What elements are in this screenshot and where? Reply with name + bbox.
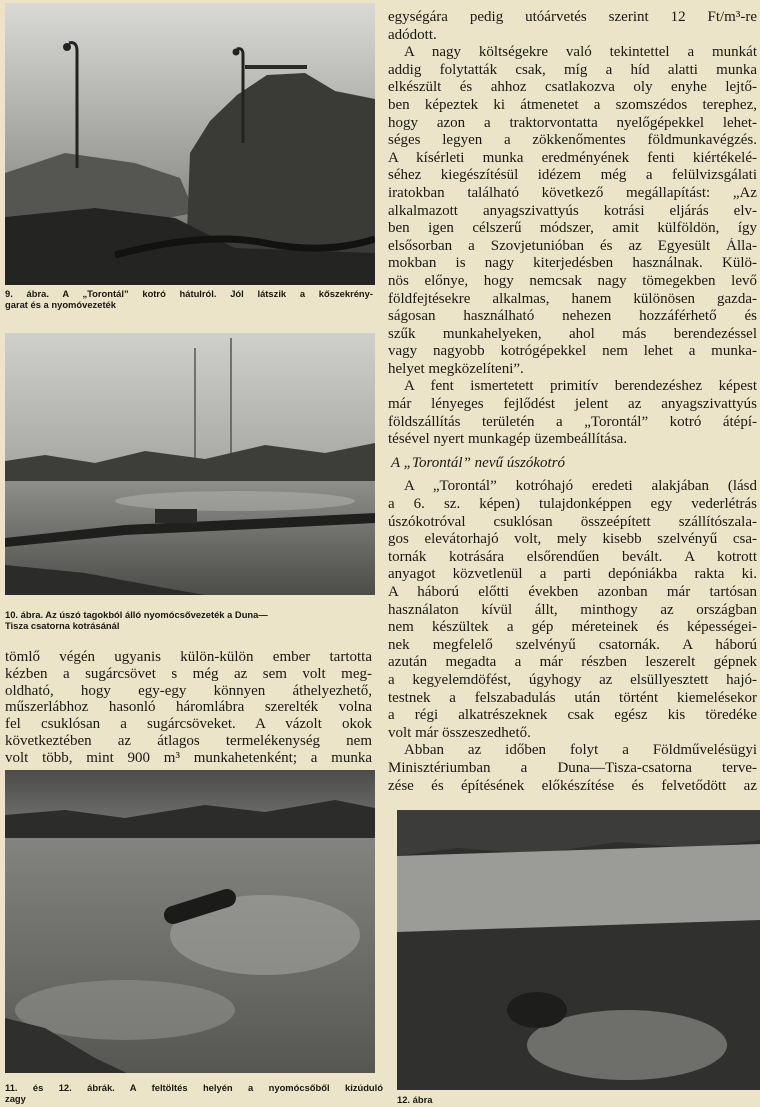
text-line: használaton kívül állt, minthogy az országban xyxy=(388,601,757,618)
section-heading: A „Torontál” nevű úszókotró xyxy=(391,454,566,471)
text-line: alkalmazott anyagszivattyús kotrási eljárás elv- xyxy=(388,202,757,219)
caption-fig-11 xyxy=(5,1083,383,1104)
pipe-mouth xyxy=(507,992,567,1028)
text-line: Minisztériumban a Duna—Tisza-csatorna terve- xyxy=(388,759,757,776)
paragraph xyxy=(388,742,757,795)
text-line: a kegyelemdöfést, úgyhogy az elsüllyesztett hajó- xyxy=(388,671,757,688)
caption-line: garat és a nyomóvezeték xyxy=(5,298,116,310)
caption-line: 9. ábra. A „Torontál” kotró hátulról. Jól látszik a kőszekrény- xyxy=(5,288,373,299)
text-line: a 6. sz. képen) tulajdonképpen egy vederlétrás xyxy=(388,496,757,513)
text-line: földfejtésekre alkalmas, hanem különösen gazda- xyxy=(388,290,757,307)
text-line: séges legyen a zökkenőmentes földmunkavégzés. xyxy=(388,132,757,149)
text-line: úszókotróval csuklósan összeépített szállítószala- xyxy=(388,513,757,530)
text-line: elsősorban a Szovjetunióban és az Egyesült Álla- xyxy=(388,237,757,254)
text-line: tömlő végén ugyanis külön-külön ember tartotta xyxy=(5,649,372,665)
text-line: ben képeztek ki átmenetet a szomszédos terephez, xyxy=(388,96,757,113)
caption-fig-12 xyxy=(397,1095,597,1106)
text-line: volt már összeszedhető. xyxy=(388,724,531,741)
left-column-text xyxy=(5,649,372,767)
text-line: ságosan használható nehezen hozzáférhető és xyxy=(388,308,757,325)
text-line: szűk munkahelyeken, ahol más berendezéssel xyxy=(388,325,757,342)
text-line: nös előnye, hogy nemcsak nagy tömegekben levő xyxy=(388,272,757,289)
text-line: kézben a sugárcsövet s még az sem volt meg- xyxy=(5,665,372,682)
text-line: A „Torontál” kotróhajó eredeti alakjában (lásd xyxy=(404,478,757,495)
text-line: következtében az átlagos termelékenység nem xyxy=(5,732,372,749)
water-band xyxy=(397,844,760,934)
text-line: addig folytatták csak, míg a híd alatti munka xyxy=(388,61,757,78)
text-line: fel csuklósan a sugárcsöveket. A vázolt okok xyxy=(5,716,372,733)
text-line: egységára pedig utóárvetés szerint 12 Ft/m³-re xyxy=(388,9,757,25)
text-line: nem készültek a gép méreteinek és képességei- xyxy=(388,619,757,636)
photo-fig-12 xyxy=(397,810,760,1090)
photo-fig-12-image xyxy=(397,810,760,1090)
text-line: A nagy költségekre való tekintettel a munkát xyxy=(404,44,757,61)
water-reflection xyxy=(115,491,355,511)
text-line: ben igen célszerű módszer, amit külföldön, így xyxy=(388,220,757,237)
text-line: tornák kotrására elsőrendűen bevált. A kotrott xyxy=(388,548,757,565)
caption-fig-10 xyxy=(5,610,373,631)
text-line: hogy azon a traktorvontatta nyelőgépekkel lehet- xyxy=(388,114,757,131)
text-line: földszállítás területén a „Torontál” kotró átépí- xyxy=(388,413,757,430)
caption-line: Tisza csatorna kotrásánál xyxy=(5,619,120,631)
text-line: A háború előtti években azonban már tartósan xyxy=(388,584,757,600)
text-line: iratokban található következő megállapítást: „Az xyxy=(388,184,757,201)
text-line: tésével nyert munkagép üzembeállítása. xyxy=(388,431,628,448)
text-line: zése és építésének előkészítése és felvetődött az xyxy=(388,777,757,794)
photo-fig-10-image xyxy=(5,333,375,595)
lamp-right xyxy=(233,49,240,56)
text-line: adódott. xyxy=(388,26,437,43)
caption-line: 10. ábra. Az úszó tagokból álló nyomócsővezeték a Duna— xyxy=(5,609,268,620)
photo-fig-9 xyxy=(5,3,375,285)
photo-fig-11-image xyxy=(5,770,375,1073)
text-line: Abban az időben folyt a Földművelésügyi xyxy=(404,742,757,759)
paragraph xyxy=(388,44,757,378)
text-line: testnek a felszabadulás után történt kiemelésekor xyxy=(388,689,757,706)
text-line: helyet megközelíteni”. xyxy=(388,360,524,377)
caption-line: 12. ábra xyxy=(397,1094,433,1105)
photo-fig-9-image xyxy=(5,3,375,285)
text-line: A kísérleti munka eredményének fenti kiértékelé- xyxy=(388,149,757,166)
text-line: a régi alkatrészeknek csak egész kis töredéke xyxy=(388,707,757,724)
paragraph xyxy=(388,378,757,448)
text-line: anyagot közvetlenül a parti depóniákba rakta ki. xyxy=(388,566,757,583)
text-line: gos elevátorhajó volt, mely kisebb szelvényű csa- xyxy=(388,531,757,548)
caption-line: zagy xyxy=(5,1092,26,1104)
text-line: műszerlábhoz hasonló háromlábra szerelték volna xyxy=(5,699,372,716)
text-line: elkészült és ahhoz csatlakozva oly enyhe lejtő- xyxy=(388,79,757,96)
caption-fig-9 xyxy=(5,289,373,310)
text-line: volt több, mint 900 m³ munkahetenként; a munka xyxy=(5,749,372,766)
photo-fig-11 xyxy=(5,770,375,1073)
lamp-left xyxy=(63,43,71,51)
caption-line: 11. és 12. ábrák. A feltöltés helyén a nyomócsőből kizúduló xyxy=(5,1082,383,1093)
paragraph xyxy=(388,9,757,44)
railing xyxy=(245,65,307,69)
text-line: azután megadta a már részben leszerelt gépnek xyxy=(388,654,757,671)
text-line: nek megfelelő szelvényű csatornák. A háború xyxy=(388,636,757,653)
pontoon xyxy=(155,509,197,523)
text-line: már lényeges fejlődést jelent az anyagszivattyús xyxy=(388,396,757,413)
text-line: séhez kiegészítésül idézem még a felülvizsgálati xyxy=(388,167,757,184)
text-line: vagy nagyobb kotrógépekkel nem lehet a munka- xyxy=(388,343,757,360)
right-column-text xyxy=(388,9,757,795)
paragraph xyxy=(388,478,757,742)
paragraph xyxy=(5,649,372,767)
text-line: A fent ismertetett primitív berendezéshez képest xyxy=(404,378,757,395)
text-line: oldható, hogy egy-egy könnyen áthelyezhető, xyxy=(5,682,372,699)
text-line: mokban is nagy kiterjedésben használnak. Külö- xyxy=(388,255,757,272)
photo-fig-10 xyxy=(5,333,375,595)
